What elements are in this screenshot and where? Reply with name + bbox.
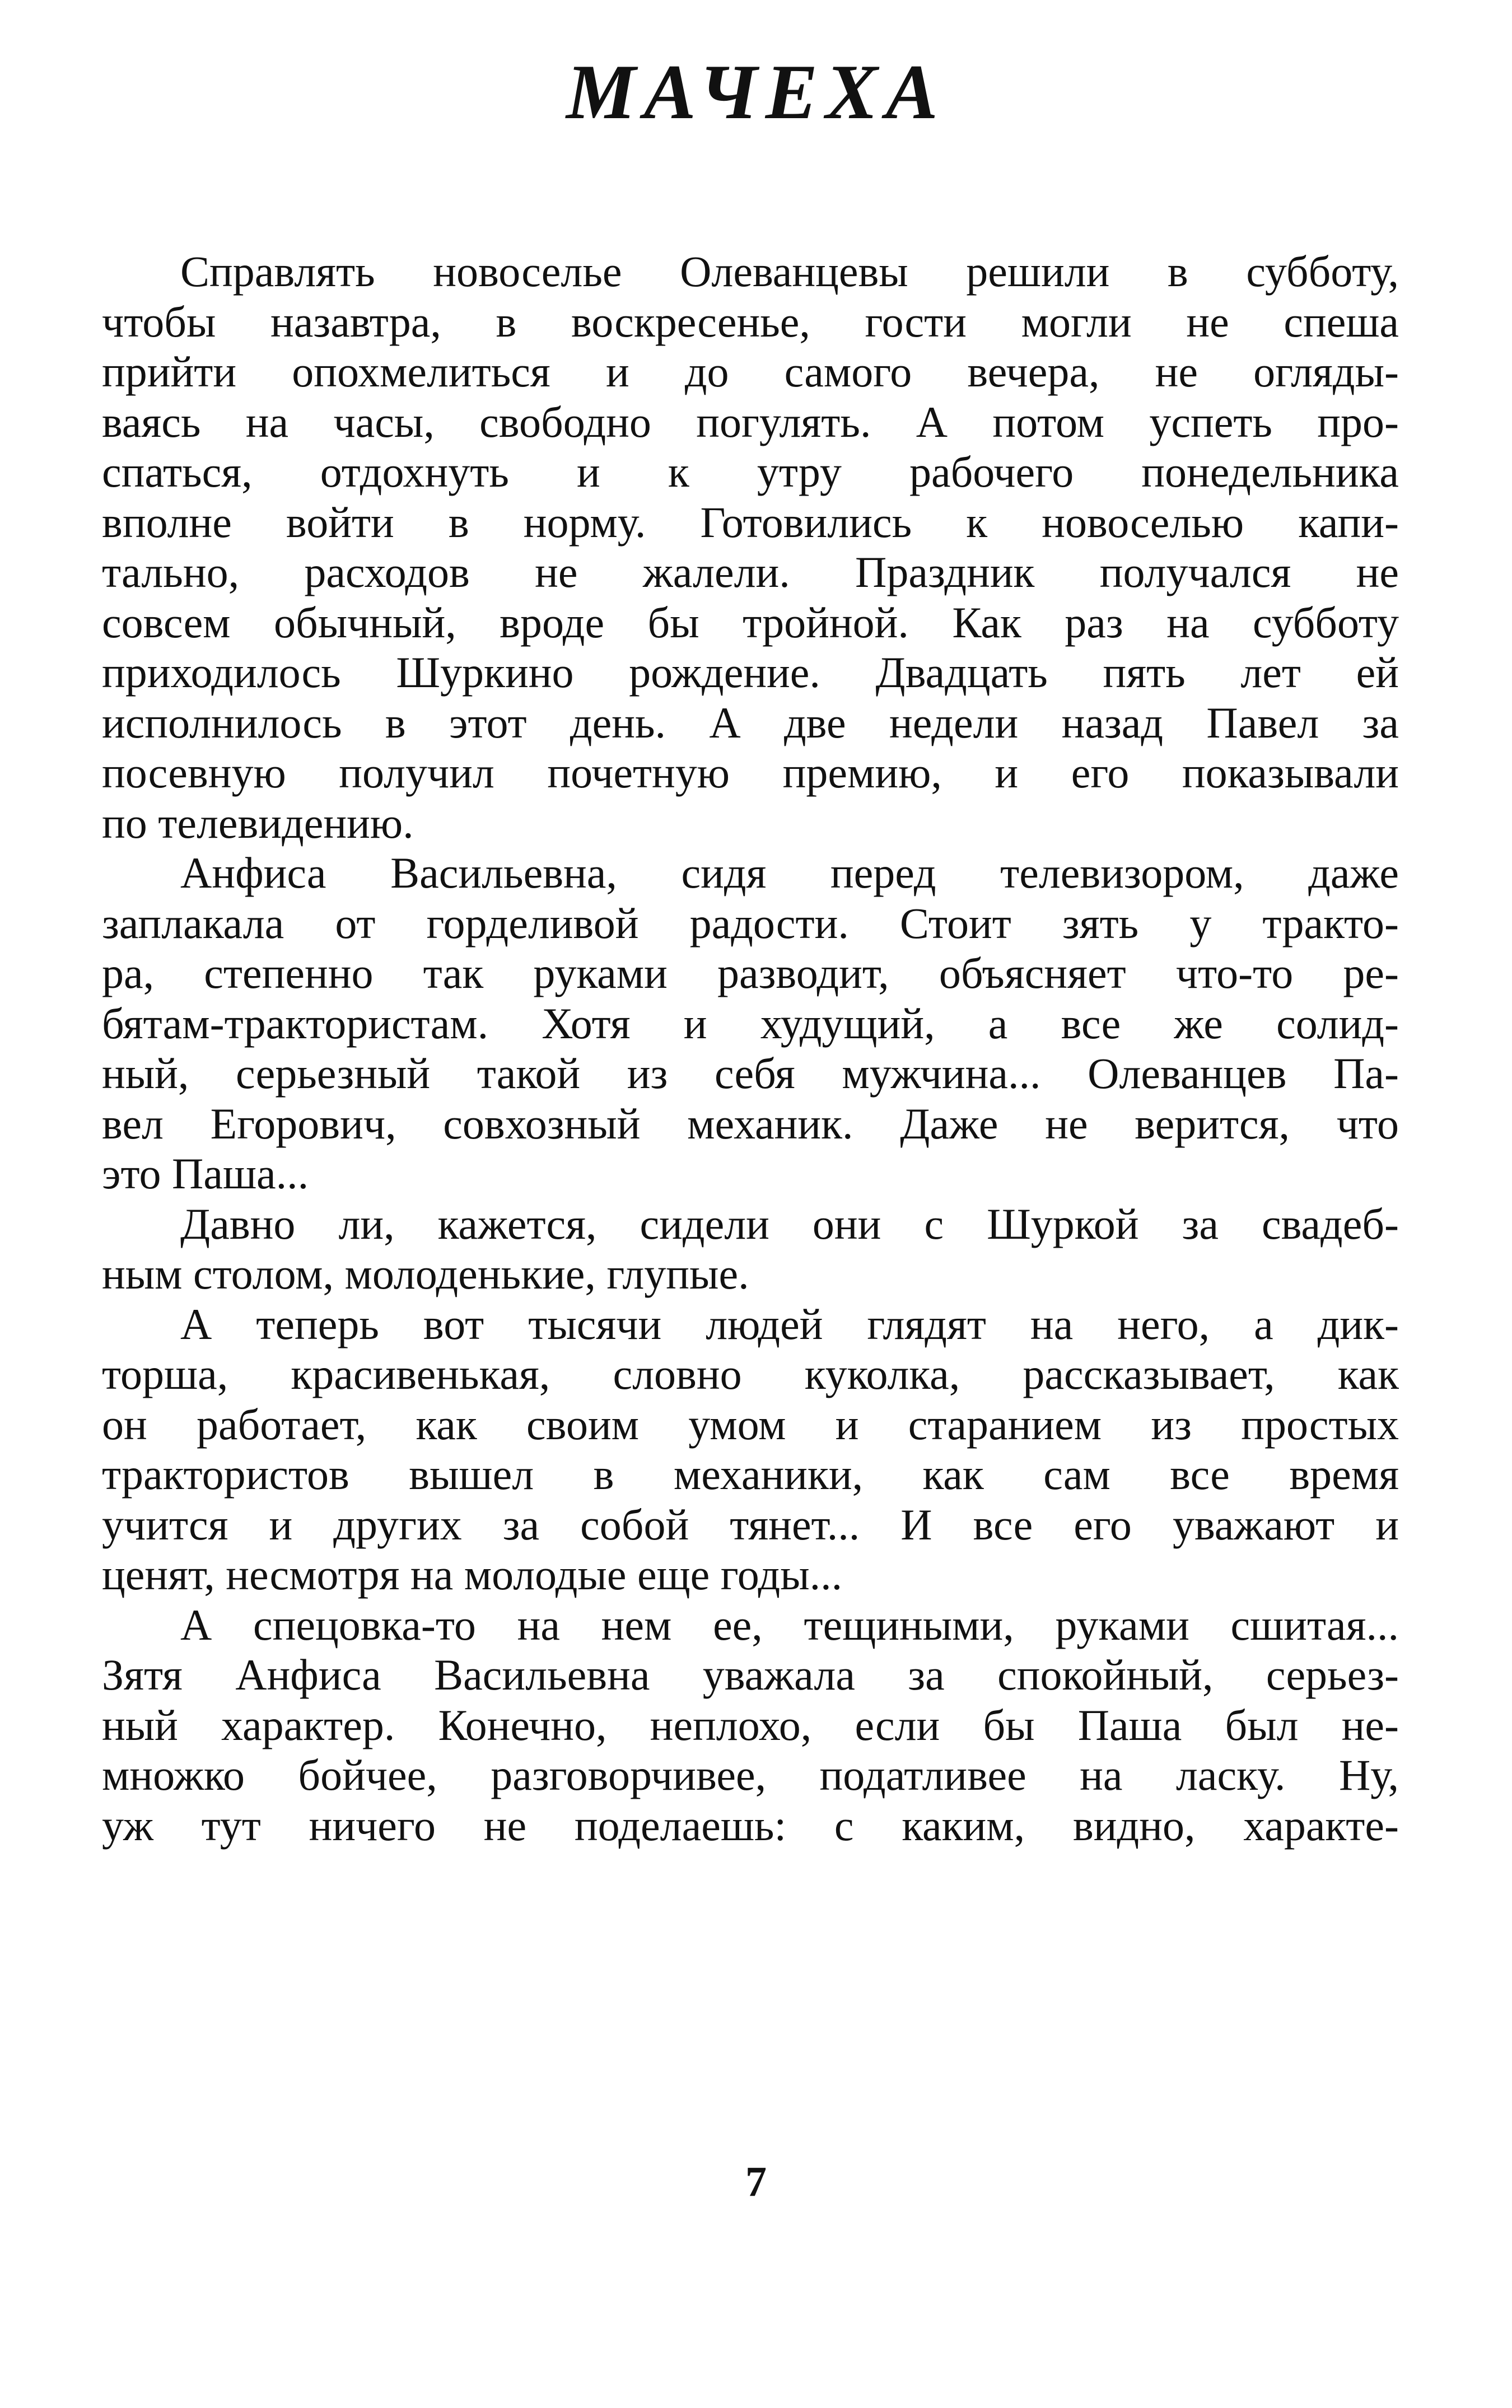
text-line: приходилось Шуркино рождение. Двадцать пять лет ей xyxy=(102,648,1399,697)
text-line: спаться, отдохнуть и к утру рабочего понедельника xyxy=(102,447,1399,496)
text-line: ценят, несмотря на молодые еще годы... xyxy=(102,1550,843,1599)
text-line: торша, красивенькая, словно куколка, рассказывает, как xyxy=(102,1350,1399,1398)
text-line: Давно ли, кажется, сидели они с Шуркой за свадеб- xyxy=(180,1199,1399,1248)
text-line: прийти опохмелиться и до самого вечера, не огляды- xyxy=(102,347,1399,396)
text-line: ра, степенно так руками разводит, объясняет что-то ре- xyxy=(102,949,1399,997)
text-line: ный, серьезный такой из себя мужчина... Олеванцев Па- xyxy=(102,1049,1399,1098)
paragraph xyxy=(102,1199,1399,1299)
paragraph xyxy=(102,1600,1399,1851)
paragraph xyxy=(102,246,1399,848)
text-line: ваясь на часы, свободно погулять. А потом успеть про- xyxy=(102,397,1399,446)
page-number: 7 xyxy=(745,2158,767,2205)
text-line: тально, расходов не жалели. Праздник получался не xyxy=(102,548,1399,596)
text-line: по телевидению. xyxy=(102,798,414,847)
body-text xyxy=(102,246,1399,1850)
text-line: совсем обычный, вроде бы тройной. Как раз на субботу xyxy=(102,598,1399,647)
text-line: учится и других за собой тянет... И все его уважают и xyxy=(102,1500,1399,1549)
text-line: вполне войти в норму. Готовились к новоселью капи- xyxy=(102,497,1399,547)
text-line: Справлять новоселье Олеванцевы решили в субботу, xyxy=(180,247,1399,296)
text-line: ный характер. Конечно, неплохо, если бы Паша был не- xyxy=(102,1700,1399,1749)
text-line: ным столом, молоденькие, глупые. xyxy=(102,1249,749,1298)
text-line: заплакала от горделивой радости. Стоит зять у тракто- xyxy=(102,898,1399,948)
text-line: бятам-трактористам. Хотя и худущий, а все же солид- xyxy=(102,998,1399,1048)
text-line: трактористов вышел в механики, как сам все время xyxy=(102,1450,1399,1499)
paragraph xyxy=(102,848,1399,1199)
text-line: это Паша... xyxy=(102,1149,309,1198)
text-line: уж тут ничего не поделаешь: с каким, видно, характе- xyxy=(102,1800,1399,1850)
text-line: Зятя Анфиса Васильевна уважала за спокойный, серьез- xyxy=(102,1650,1399,1699)
text-line: множко бойчее, разговорчивее, податливее на ласку. Ну, xyxy=(102,1751,1399,1799)
text-line: он работает, как своим умом и старанием из простых xyxy=(102,1399,1399,1449)
paragraph xyxy=(102,1299,1399,1600)
text-line: посевную получил почетную премию, и его показывали xyxy=(102,748,1399,797)
chapter-title: МАЧЕХА xyxy=(566,49,946,136)
text-line: чтобы назавтра, в воскресенье, гости могли не спеша xyxy=(102,297,1399,346)
text-line: исполнилось в этот день. А две недели назад Павел за xyxy=(102,698,1399,747)
text-line: А спецовка-то на нем ее, тещиными, руками сшитая... xyxy=(180,1600,1399,1649)
text-line: Анфиса Васильевна, сидя перед телевизором, даже xyxy=(180,848,1399,897)
text-line: вел Егорович, совхозный механик. Даже не верится, что xyxy=(102,1099,1399,1148)
text-line: А теперь вот тысячи людей глядят на него, а дик- xyxy=(180,1299,1399,1348)
